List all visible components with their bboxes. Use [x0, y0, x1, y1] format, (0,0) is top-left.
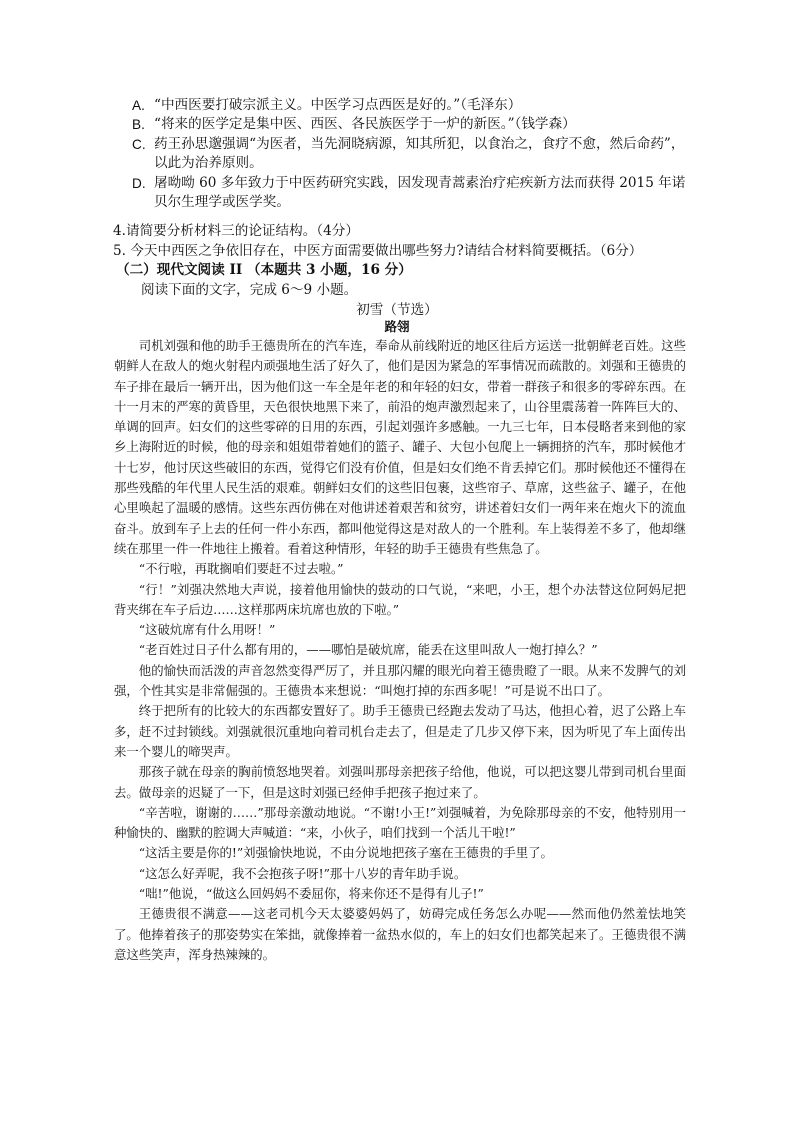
- article-body: [114, 336, 686, 965]
- option-text: “中西医要打破宗派主义。中医学习点西医是好的。”（毛泽东）: [154, 97, 522, 113]
- article-author: 路翎: [384, 319, 410, 334]
- option-a: [132, 96, 692, 115]
- option-letter: B.: [132, 117, 145, 133]
- reading-instruction: 阅读下面的文字，完成 6～9 小题。: [141, 282, 358, 298]
- paragraph: “咄!”他说，“做这么回妈妈不委屈你，将来你还不是得有儿子!”: [138, 886, 484, 902]
- paragraph: 终于把所有的比较大的东西都安置好了。助手王德贵已经跑去发动了马达，他担心着，迟了公路上车多，赶不过封锁线。刘强就很沉重地向着司机台走去了，但是走了几步又停下来，因为听见了车上面传出来一个婴儿的啼哭声。: [114, 703, 686, 759]
- option-text: 药王孙思邈强调“为医者，当先洞晓病源，知其所犯，以食治之，食疗不愈，然后命药”，以此为治养原则。: [154, 135, 685, 172]
- option-d: [132, 174, 692, 213]
- paragraph: “行！”刘强决然地大声说，接着他用愉快的鼓动的口气说，“来吧，小王，想个办法替这位阿妈尼把背夹绑在车子后边……这样那两床坑席也放的下啦。”: [114, 581, 686, 617]
- paragraph: “这破炕席有什么用呀！”: [138, 622, 276, 638]
- paragraph: “这怎么好弄呢，我不会抱孩子呀!”那十八岁的青年助手说。: [138, 865, 467, 881]
- section-title: （二）现代文阅读 II （本题共 3 小题，16 分）: [116, 262, 412, 278]
- option-b: [132, 115, 692, 134]
- paragraph: 王德贵很不满意——这老司机今天太婆婆妈妈了，妨碍完成任务怎么办呢——然而他仍然羞怯地笑了。他捧着孩子的那姿势实在笨拙，就像捧着一盆热水似的，车上的妇女们也都笑起来了。王德贵很不满意这些笑声，浑身热辣辣的。: [114, 906, 686, 962]
- option-c: [132, 135, 692, 174]
- option-letter: A.: [132, 98, 145, 113]
- paragraph: “这活主要是你的!”刘强愉快地说，不由分说地把孩子塞在王德贵的手里了。: [138, 845, 553, 861]
- question-5: 5. 今天中西医之争依旧存在，中医方面需要做出哪些努力?请结合材料简要概括。（6分）: [113, 243, 643, 259]
- paragraph: 那孩子就在母亲的胸前愤怒地哭着。刘强叫那母亲把孩子给他，他说，可以把这婴儿带到司机台里面去。做母亲的迟疑了一下，但是这时刘强已经伸手把孩子抱过来了。: [114, 764, 686, 800]
- question-4: 4.请简要分析材料三的论证结构。（4分）: [113, 223, 359, 239]
- paragraph: “辛苦啦，谢谢的……”那母亲激动地说。“不谢!小王!”刘强喊着，为免除那母亲的不安，他特别用一种愉快的、幽默的腔调大声喊道：“来，小伙子，咱们找到一个活儿干啦!”: [114, 804, 686, 841]
- paragraph: 司机刘强和他的助手王德贵所在的汽车连，奉命从前线附近的地区往后方运送一批朝鲜老百姓。这些朝鲜人在敌人的炮火射程内顽强地生活了好久了，他们是因为紧急的军事情况而疏散的。刘强和王德贵的车子排在最后一辆开出，因为他们这一车全是年老的和年轻的妇女，带着一群孩子和很多的零碎东西。在十一月末的严寒的黄昏里，天色很快地黑下来了，前沿的炮声激烈起来了，山谷里震荡着一阵阵巨大的、单调的回声。妇女们的这些零碎的日用的东西，引起刘强许多感触。一九三七年，日本侵略者来到他的家乡上海附近的时候，他的母亲和姐姐带着她们的篮子、罐子、大包小包爬上一辆拥挤的汽车，那时候他才十七岁，他讨厌这些破旧的东西，觉得它们没有价值，但是妇女们绝不肯丢掉它们。那时候他还不懂得在那些残酷的年代里人民生活的艰难。朝鲜妇女们的这些旧包裹，这些帘子、草席，这些盆子、罐子，在他心里唤起了温暖的感情。这些东西仿佛在对他讲述着艰苦和贫穷，讲述着妇女们一两年来在炮火下的流血奋斗。放到车子上去的任何一件小东西，都叫他觉得这是对敌人的一个胜利。车上装得差不多了，他却继续在那里一件一件地往上搬着。看着这种情形，年轻的助手王德贵有些焦急了。: [114, 338, 686, 556]
- paragraph: “不行啦，再耽搁咱们要赶不过去啦。”: [138, 561, 344, 577]
- paragraph: “老百姓过日子什么都有用的，——哪怕是破炕席，能丢在这里叫敌人一炮打掉么？”: [138, 642, 598, 658]
- option-letter: C.: [132, 136, 146, 152]
- option-letter: D.: [132, 175, 146, 191]
- answer-options: [132, 96, 692, 212]
- option-text: 屠呦呦 60 多年致力于中医药研究实践，因发现青蒿素治疗疟疾新方法而获得 2015 年诺贝尔生理学或医学奖。: [154, 174, 686, 211]
- paragraph: 他的愉快而活泼的声音忽然变得严厉了，并且那闪耀的眼光向着王德贵瞪了一眼。从来不发脾气的刘强，个性其实是非常倔强的。王德贵本来想说：“叫炮打掉的东西多呢！”可是说不出口了。: [114, 662, 686, 699]
- article-title: 初雪（节选）: [356, 302, 438, 318]
- option-text: “将来的医学定是集中医、西医、各民族医学于一炉的新医。”（钱学森）: [154, 116, 576, 133]
